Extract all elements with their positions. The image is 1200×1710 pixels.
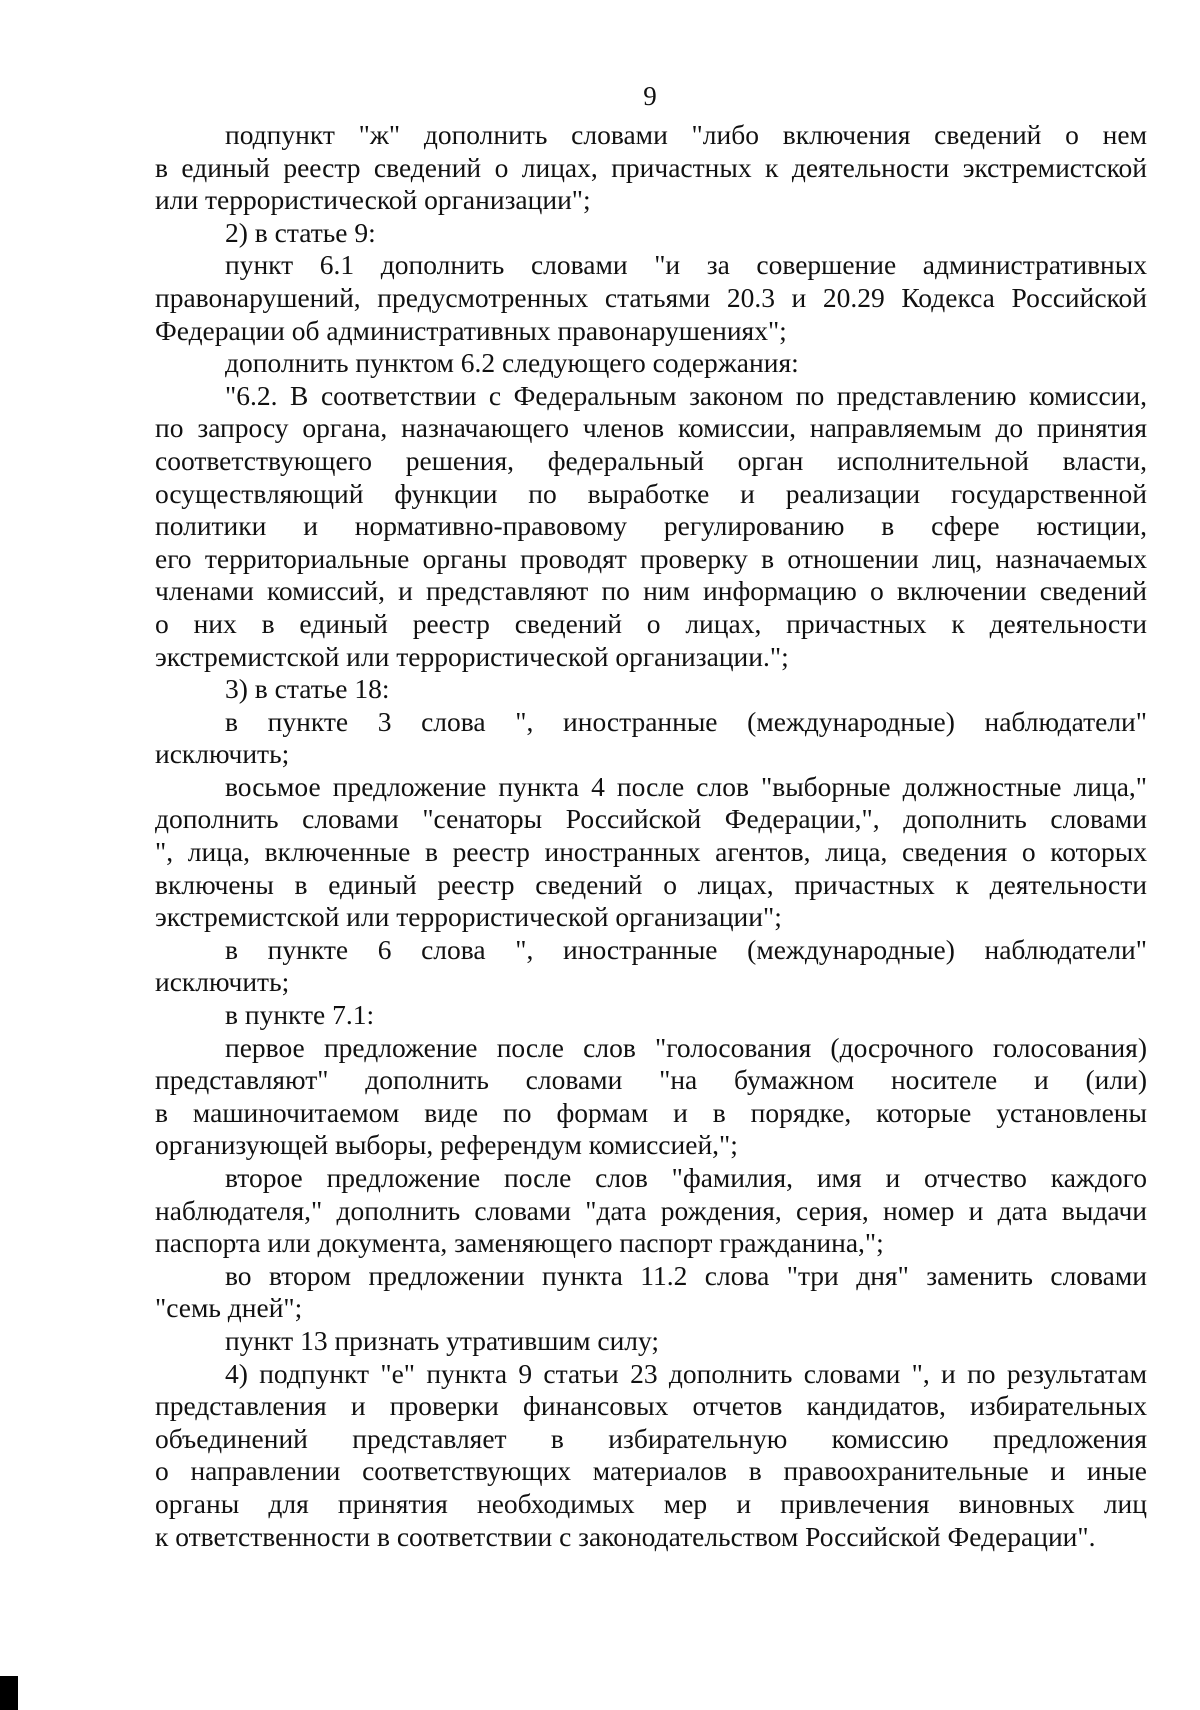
text-line: членами комиссий, и представляют по ним информацию о включении сведений [155, 575, 1147, 607]
text-line: "6.2. В соответствии с Федеральным законом по представлению комиссии, [225, 379, 1147, 411]
text-line: восьмое предложение пункта 4 после слов "выборные должностные лица," [225, 770, 1147, 802]
text-line: пункт 13 признать утратившим силу; [225, 1324, 660, 1356]
text-line: в пункте 7.1: [225, 999, 375, 1031]
text-line: организующей выборы, референдум комиссией,"; [155, 1129, 738, 1161]
text-line: 3) в статье 18: [225, 673, 390, 705]
text-line: включены в единый реестр сведений о лицах, причастных к деятельности [155, 868, 1147, 900]
text-line: осуществляющий функции по выработке и реализации государственной [155, 477, 1147, 509]
document-body [155, 119, 1147, 1553]
text-line: в единый реестр сведений о лицах, причастных к деятельности экстремистской [155, 151, 1147, 183]
text-line: 4) подпункт "е" пункта 9 статьи 23 дополнить словами ", и по результатам [225, 1357, 1147, 1389]
text-line: политики и нормативно-правовому регулированию в сфере юстиции, [155, 510, 1147, 542]
text-line: пункт 6.1 дополнить словами "и за совершение административных [225, 249, 1147, 281]
text-line: правонарушений, предусмотренных статьями 20.3 и 20.29 Кодекса Российской [155, 281, 1147, 313]
text-line: представляют" дополнить словами "на бумажном носителе и (или) [155, 1064, 1147, 1096]
text-line: паспорта или документа, заменяющего паспорт гражданина,"; [155, 1227, 884, 1259]
text-line: по запросу органа, назначающего членов комиссии, направляемым до принятия [155, 412, 1147, 444]
text-line: во втором предложении пункта 11.2 слова "три дня" заменить словами [225, 1259, 1147, 1291]
text-line: представления и проверки финансовых отчетов кандидатов, избирательных [155, 1390, 1147, 1422]
text-line: исключить; [155, 738, 290, 770]
text-line: "семь дней"; [155, 1292, 303, 1324]
text-line: или террористической организации"; [155, 184, 591, 216]
text-line: первое предложение после слов "голосования (досрочного голосования) [225, 1031, 1147, 1063]
text-line: Федерации об административных правонарушениях"; [155, 314, 787, 346]
text-line: 2) в статье 9: [225, 216, 376, 248]
text-line: наблюдателя," дополнить словами "дата рождения, серия, номер и дата выдачи [155, 1194, 1147, 1226]
scan-edge-mark [0, 1676, 18, 1710]
text-line: в пункте 6 слова ", иностранные (международные) наблюдатели" [225, 933, 1147, 965]
text-line: объединений представляет в избирательную комиссию предложения [155, 1422, 1147, 1454]
text-line: в машиночитаемом виде по формам и в порядке, которые установлены [155, 1096, 1147, 1128]
text-line: органы для принятия необходимых мер и привлечения виновных лиц [155, 1487, 1147, 1519]
text-line: исключить; [155, 966, 290, 998]
text-line: подпункт "ж" дополнить словами "либо включения сведений о нем [225, 119, 1147, 150]
text-line: ", лица, включенные в реестр иностранных агентов, лица, сведения о которых [155, 836, 1147, 868]
text-line: к ответственности в соответствии с законодательством Российской Федерации". [155, 1520, 1096, 1552]
text-line: экстремистской или террористической организации."; [155, 640, 789, 672]
text-line: его территориальные органы проводят проверку в отношении лиц, назначаемых [155, 542, 1147, 574]
text-line: соответствующего решения, федеральный орган исполнительной власти, [155, 444, 1147, 476]
text-line: второе предложение после слов "фамилия, имя и отчество каждого [225, 1162, 1147, 1193]
text-line: дополнить пунктом 6.2 следующего содержания: [225, 347, 799, 379]
text-line: дополнить словами "сенаторы Российской Федерации,", дополнить словами [155, 803, 1147, 835]
text-line: в пункте 3 слова ", иностранные (международные) наблюдатели" [225, 705, 1147, 737]
text-line: о направлении соответствующих материалов в правоохранительные и иные [155, 1455, 1147, 1487]
text-line: экстремистской или террористической организации"; [155, 901, 782, 933]
page-number: 9 [643, 81, 657, 111]
text-line: о них в единый реестр сведений о лицах, причастных к деятельности [155, 607, 1147, 639]
